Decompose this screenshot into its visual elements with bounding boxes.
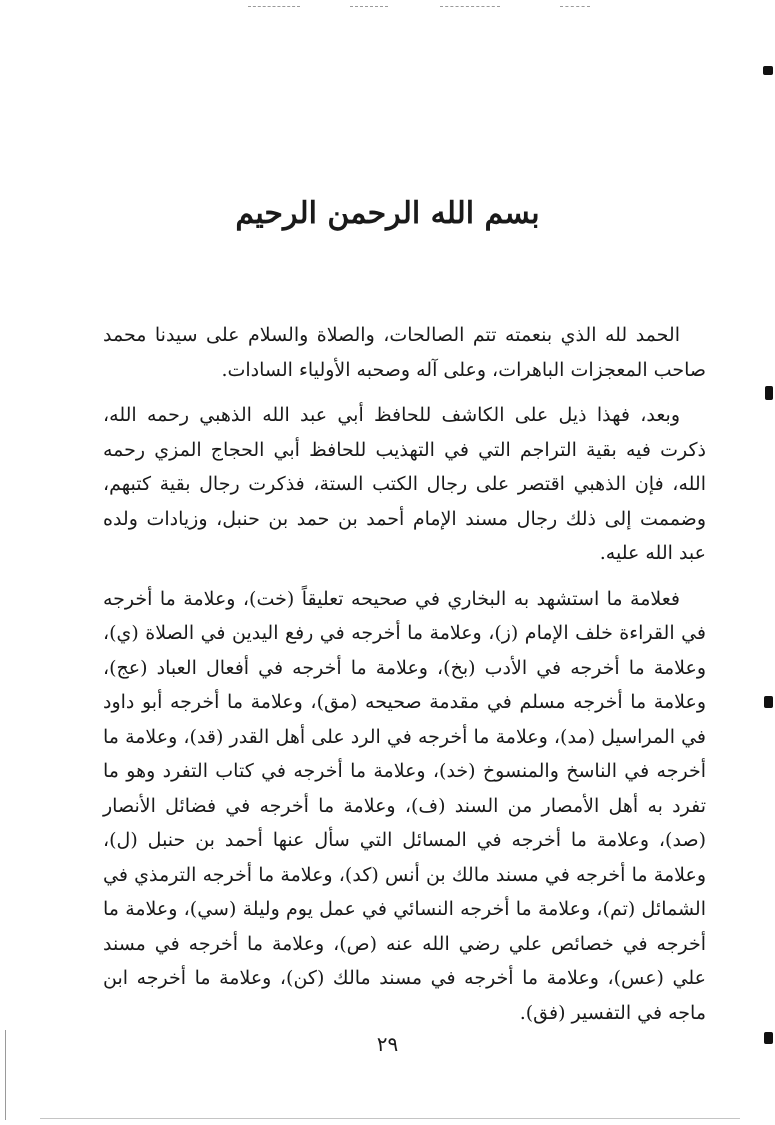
paragraph-praise: الحمد لله الذي بنعمته تتم الصالحات، والصلاة والسلام على سيدنا محمد صاحب المعجزات الباهرات، وعلى آله وصحبه الأولياء السادات. [103,324,706,381]
scan-smudge [763,66,773,75]
scan-bottom-line [40,1118,740,1119]
paragraph-introduction: وبعد، فهذا ذيل على الكاشف للحافظ أبي عبد الله الذهبي رحمه الله، ذكرت فيه بقية التراجم التي في التهذيب للحافظ أبي الحجاج المزي رحمه الله، فإن الذهبي اقتصر على رجال الكتب الستة، فذكرت رجال بقية كتبهم، وضممت إلى ذلك رجال مسند الإمام أحمد بن حمد بن حنبل، وزيادات ولده عبد الله عليه. [103,404,706,564]
scan-smudge [765,386,773,400]
scan-edge-mark [350,6,388,7]
paragraph-symbols: فعلامة ما استشهد به البخاري في صحيحه تعليقاً (خت)، وعلامة ما أخرجه في القراءة خلف الإمام (ز)، وعلامة ما أخرجه في رفع اليدين في الصلاة (ي)، وعلامة ما أخرجه في الأدب (بخ)، وعلامة ما أخرجه في أفعال العباد (عج)، وعلامة ما أخرجه مسلم في مقدمة صحيحه (مق)، وعلامة ما أخرجه أبو داود في المراسيل (مد)، وعلامة ما أخرجه في الرد على أهل القدر (قد)، وعلامة ما أخرجه في الناسخ والمنسوخ (خد)، وعلامة ما أخرجه في كتاب التفرد وهو ما تفرد به أهل الأمصار من السند (ف)، وعلامة ما أخرجه في فضائل الأنصار (صد)، وعلامة ما أخرجه في المسائل التي سأل عنها أحمد بن حنبل (ل)، وعلامة ما أخرجه في مسند مالك بن أنس (كد)، وعلامة ما أخرجه الترمذي في الشمائل (تم)، وعلامة ما أخرجه النسائي في عمل يوم وليلة (سي)، وعلامة ما أخرجه في خصائص علي رضي الله عنه (ص)، وعلامة ما أخرجه في مسند علي (عس)، وعلامة ما أخرجه في مسند مالك (كن)، وعلامة ما أخرجه ابن ماجه في التفسير (فق). [103,587,706,1024]
page-number: ٢٩ [376,1032,399,1056]
body-text [103,318,706,1041]
scan-edge-mark [560,6,590,7]
scan-smudge [764,696,773,708]
scan-edge-mark [248,6,300,7]
scan-edge-mark [440,6,500,7]
basmala-heading: بسم الله الرحمن الرحيم [235,196,540,231]
